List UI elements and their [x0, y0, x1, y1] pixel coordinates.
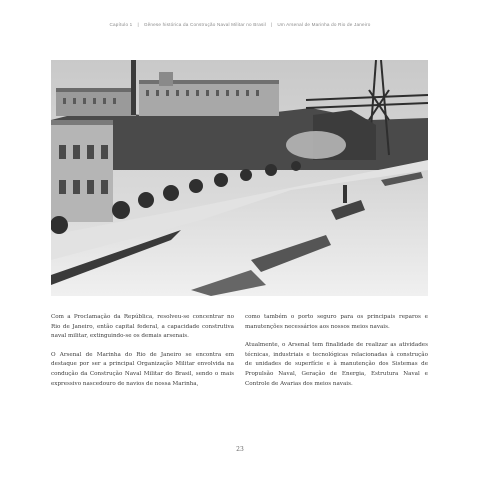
paragraph: Atualmente, o Arsenal tem finalidade de realizar as atividades técnicas, industriais e tecnológicas relacionadas à construção de unidades de superfície e à manutenção dos Sistemas de Propulsão Naval, Geração de Energia, Estrutura Naval e Controle de Avarias dos meios navais.: [245, 342, 428, 387]
header-chapter: Capítulo 1: [109, 22, 133, 27]
historic-shipyard-photo: [51, 60, 428, 296]
text-column-right: [245, 313, 428, 398]
paragraph: como também o porto seguro para os principais reparos e manutenções necessários aos nossos meios navais.: [245, 314, 428, 330]
page-number: 23: [236, 446, 244, 453]
running-header: Capítulo 1 | Gênese histórica da Construção Naval Militar no Brasil | Um Arsenal de Marinha do Rio de Janeiro: [109, 22, 371, 27]
header-subsection: Um Arsenal de Marinha do Rio de Janeiro: [277, 22, 371, 27]
paragraph: Com a Proclamação da República, resolveu-se concentrar no Rio de Janeiro, então capital federal, a capacidade construtiva naval militar, extinguindo-se os demais arsenais.: [51, 314, 234, 340]
paragraph: O Arsenal de Marinha do Rio de Janeiro se encontra em destaque por ser a principal Organização Militar envolvida na condução da Construção Naval Militar do Brasil, sendo o mais expressivo nascedouro de navios de nossa Marinha,: [51, 351, 234, 387]
text-column-left: [51, 313, 234, 398]
header-section: Gênese histórica da Construção Naval Militar no Brasil: [143, 22, 266, 27]
